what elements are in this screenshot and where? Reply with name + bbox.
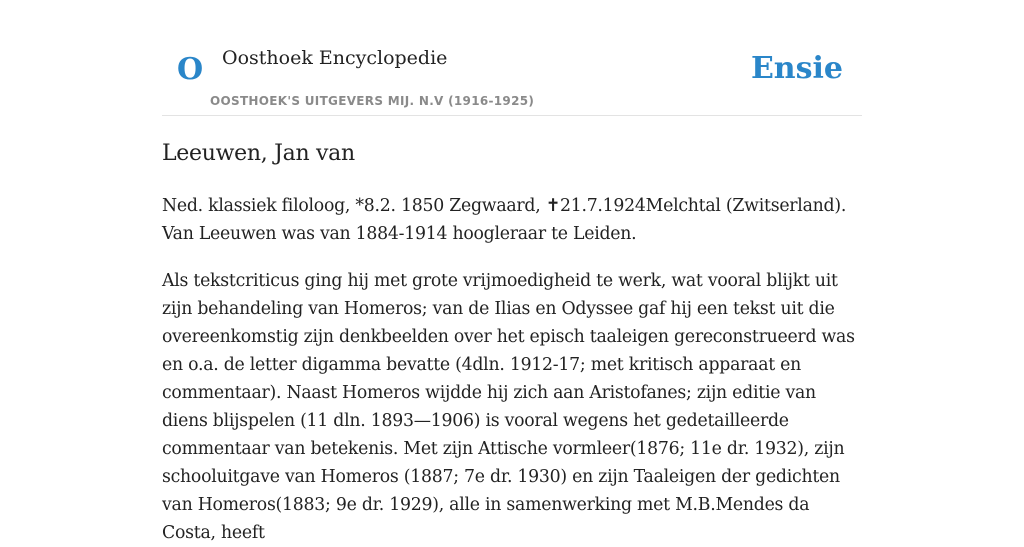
article-paragraph-body: Als tekstcriticus ging hij met grote vrijmoedigheid te werk, wat vooral blijkt uit zijn behandeling van Homeros; van de Ilias en Odyssee gaf hij een tekst uit die overeenkomstig zijn denkbeelden over het episch taaleigen gereconstrueerd was en o.a. de letter digamma bevatte (4dln. 1912-17; met kritisch apparaat en commentaar). Naast Homeros wijdde hij zich aan Aristofanes; zijn editie van diens blijspelen (11 dln. 1893—1906) is vooral wegens het gedetailleerde commentaar van betekenis. Met zijn Attische vormleer(1876; 11e dr. 1932), zijn schooluitgave van Homeros (1887; 7e dr. 1930) en zijn Taaleigen der gedichten van Homeros(1883; 9e dr. 1929), alle in samenwerking met M.B.Mendes da Costa, heeft: [162, 271, 855, 543]
site-subtitle: OOSTHOEK'S UITGEVERS MIJ. N.V (1916-1925): [210, 94, 535, 108]
site-header: [162, 0, 862, 116]
article-title: Leeuwen, Jan van: [162, 141, 355, 166]
article-paragraph-intro: Ned. klassiek filoloog, *8.2. 1850 Zegwaard, ✝21.7.1924Melchtal (Zwitserland). Van Leeuwen was van 1884-1914 hoogleraar te Leiden.: [162, 196, 847, 244]
site-title[interactable]: Oosthoek Encyclopedie: [222, 47, 448, 69]
site-logo-mark[interactable]: O: [177, 52, 204, 87]
ensie-brand-logo[interactable]: Ensie: [750, 51, 843, 86]
article: [162, 137, 862, 547]
